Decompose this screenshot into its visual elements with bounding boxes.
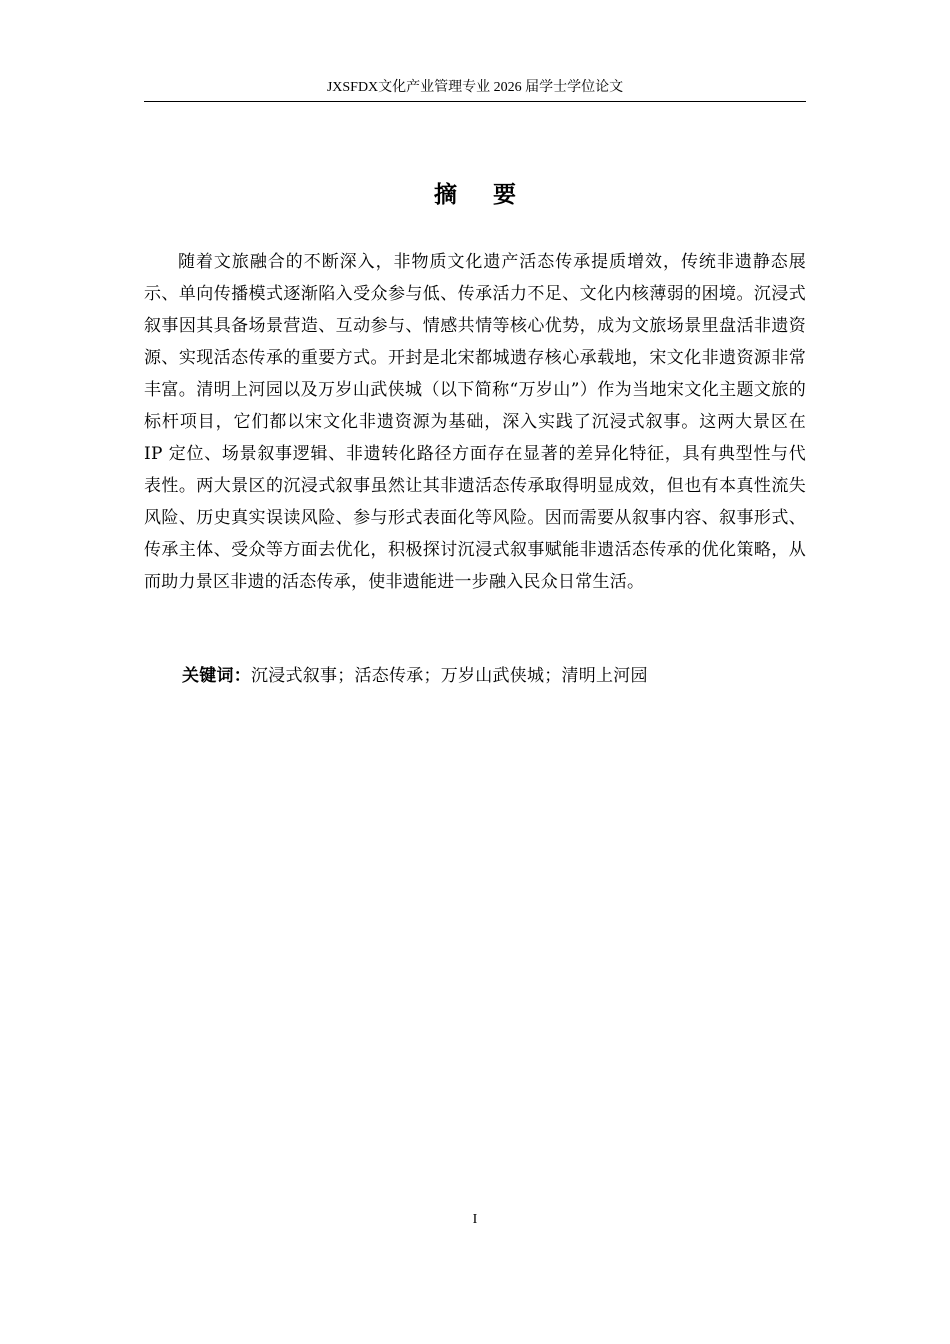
header-rule [144, 101, 806, 102]
abstract-title: 摘 要 [433, 182, 530, 208]
running-header: JXSFDX文化产业管理专业 2026 届学士学位论文 [326, 80, 624, 95]
page-number: I [472, 1212, 478, 1227]
abstract-body: 随着文旅融合的不断深入，非物质文化遗产活态传承提质增效，传统非遗静态展示、单向传播模式逐渐陷入受众参与低、传承活力不足、文化内核薄弱的困境。沉浸式叙事因其具备场景营造、互动参与、情感共情等核心优势，成为文旅场景里盘活非遗资源、实现活态传承的重要方式。开封是北宋都城遗存核心承载地，宋文化非遗资源非常丰富。清明上河园以及万岁山武侠城（以下简称“万岁山”）作为当地宋文化主题文旅的标杆项目，它们都以宋文化非遗资源为基础，深入实践了沉浸式叙事。这两大景区在 IP 定位、场景叙事逻辑、非遗转化路径方面存在显著的差异化特征，具有典型性与代表性。两大景区的沉浸式叙事虽然让其非遗活态传承取得明显成效，但也有本真性流失风险、历史真实误读风险、参与形式表面化等风险。因而需要从叙事内容、叙事形式、传承主体、受众等方面去优化，积极探讨沉浸式叙事赋能非遗活态传承的优化策略，从而助力景区非遗的活态传承，使非遗能进一步融入民众日常生活。 [144, 252, 806, 592]
keywords-label: 关键词： [182, 666, 251, 686]
keywords-text: 沉浸式叙事；活态传承；万岁山武侠城；清明上河园 [251, 666, 648, 686]
keywords-line [182, 660, 806, 692]
